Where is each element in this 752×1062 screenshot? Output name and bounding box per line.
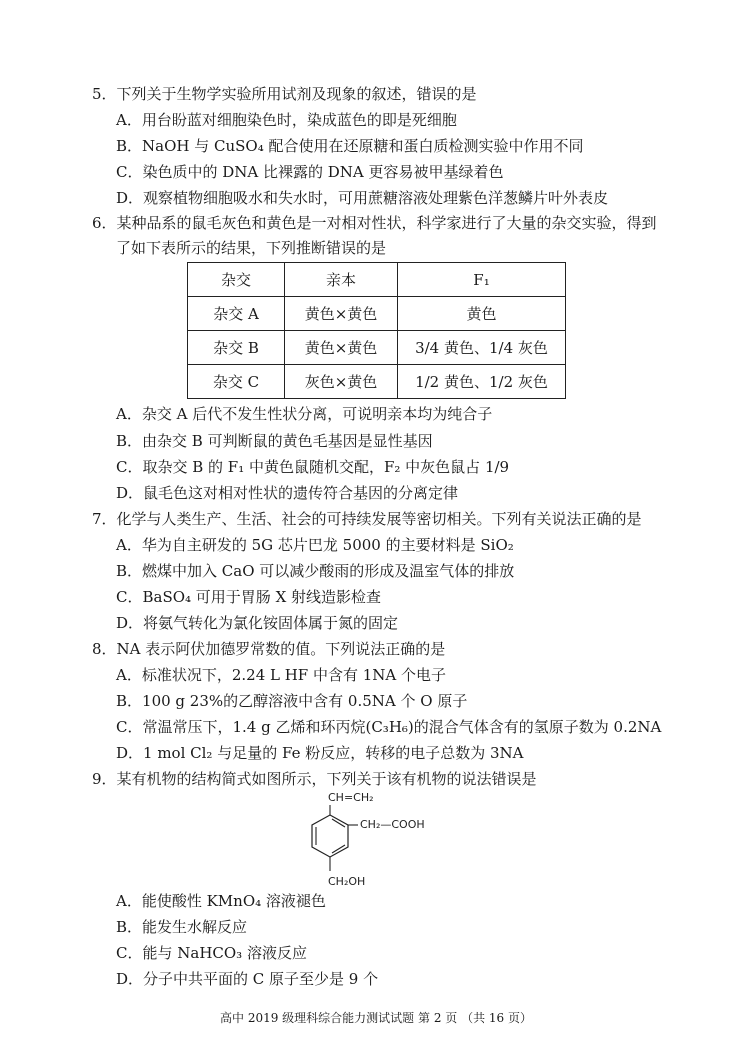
table-row xyxy=(188,331,566,365)
q9-option-b: B．能发生水解反应 xyxy=(116,918,248,936)
table-header-row xyxy=(188,263,566,297)
table-cell: 杂交 B xyxy=(188,331,285,365)
q8-option-c: C．常温常压下，1.4 g 乙烯和环丙烷(C₃H₆)的混合气体含有的氢原子数为 0.2NA xyxy=(116,718,662,736)
q7-option-a: A．华为自主研发的 5G 芯片巴龙 5000 的主要材料是 SiO₂ xyxy=(116,536,514,554)
table-header-cell: 杂交 xyxy=(188,263,285,297)
table-cell: 杂交 C xyxy=(188,365,285,399)
structural-formula xyxy=(300,791,450,895)
q8-option-d: D．1 mol Cl₂ 与足量的 Fe 粉反应，转移的电子总数为 3NA xyxy=(116,744,524,762)
q7-option-c: C．BaSO₄ 可用于胃肠 X 射线造影检查 xyxy=(116,588,382,606)
acetic-group-label: CH₂—COOH xyxy=(360,818,425,831)
table-cell: 黄色 xyxy=(398,297,566,331)
q5-option-b: B．NaOH 与 CuSO₄ 配合使用在还原糖和蛋白质检测实验中作用不同 xyxy=(116,137,584,155)
table-cell: 3/4 黄色、1/4 灰色 xyxy=(398,331,566,365)
q6-option-d: D．鼠毛色这对相对性状的遗传符合基因的分离定律 xyxy=(116,484,459,502)
q6-option-c: C．取杂交 B 的 F₁ 中黄色鼠随机交配，F₂ 中灰色鼠占 1/9 xyxy=(116,458,510,476)
table-cell: 1/2 黄色、1/2 灰色 xyxy=(398,365,566,399)
q7-option-d: D．将氨气转化为氯化铵固体属于氮的固定 xyxy=(116,614,399,632)
table-row xyxy=(188,297,566,331)
table-header-cell: 亲本 xyxy=(285,263,398,297)
q8-option-b: B．100 g 23%的乙醇溶液中含有 0.5NA 个 O 原子 xyxy=(116,692,468,710)
q9-option-a: A．能使酸性 KMnO₄ 溶液褪色 xyxy=(116,892,326,910)
table-cell: 黄色×黄色 xyxy=(285,297,398,331)
table-cell: 灰色×黄色 xyxy=(285,365,398,399)
benzene-ring-icon xyxy=(300,795,450,895)
q5-stem: 5．下列关于生物学实验所用试剂及现象的叙述，错误的是 xyxy=(92,85,477,103)
hydroxymethyl-group-label: CH₂OH xyxy=(328,875,366,888)
q9-option-d: D．分子中共平面的 C 原子至少是 9 个 xyxy=(116,970,379,988)
table-cell: 杂交 A xyxy=(188,297,285,331)
table-row xyxy=(188,365,566,399)
q5-option-d: D．观察植物细胞吸水和失水时，可用蔗糖溶液处理紫色洋葱鳞片叶外表皮 xyxy=(116,189,609,207)
vinyl-group-label: CH=CH₂ xyxy=(328,791,374,804)
q7-option-b: B．燃煤中加入 CaO 可以减少酸雨的形成及温室气体的排放 xyxy=(116,562,515,580)
table-cell: 黄色×黄色 xyxy=(285,331,398,365)
q8-stem: 8．NA 表示阿伏加德罗常数的值。下列说法正确的是 xyxy=(92,640,446,658)
q6-stem-line1: 6．某种品系的鼠毛灰色和黄色是一对相对性状，科学家进行了大量的杂交实验，得到 xyxy=(92,214,657,232)
page-footer: 高中 2019 级理科综合能力测试试题 第 2 页 （共 16 页） xyxy=(220,1011,532,1025)
q6-option-b: B．由杂交 B 可判断鼠的黄色毛基因是显性基因 xyxy=(116,432,433,450)
q9-stem: 9．某有机物的结构简式如图所示，下列关于该有机物的说法错误是 xyxy=(92,770,537,788)
table-header-cell: F₁ xyxy=(398,263,566,297)
q9-option-c: C．能与 NaHCO₃ 溶液反应 xyxy=(116,944,307,962)
q5-option-a: A．用台盼蓝对细胞染色时，染成蓝色的即是死细胞 xyxy=(116,111,457,129)
q6-stem-line2: 了如下表所示的结果，下列推断错误的是 xyxy=(116,239,387,257)
cross-results-table xyxy=(187,262,566,399)
q8-option-a: A．标准状况下，2.24 L HF 中含有 1NA 个电子 xyxy=(116,666,447,684)
q7-stem: 7．化学与人类生产、生活、社会的可持续发展等密切相关。下列有关说法正确的是 xyxy=(92,510,642,528)
q6-option-a: A．杂交 A 后代不发生性状分离，可说明亲本均为纯合子 xyxy=(116,405,493,423)
q5-option-c: C．染色质中的 DNA 比裸露的 DNA 更容易被甲基绿着色 xyxy=(116,163,504,181)
